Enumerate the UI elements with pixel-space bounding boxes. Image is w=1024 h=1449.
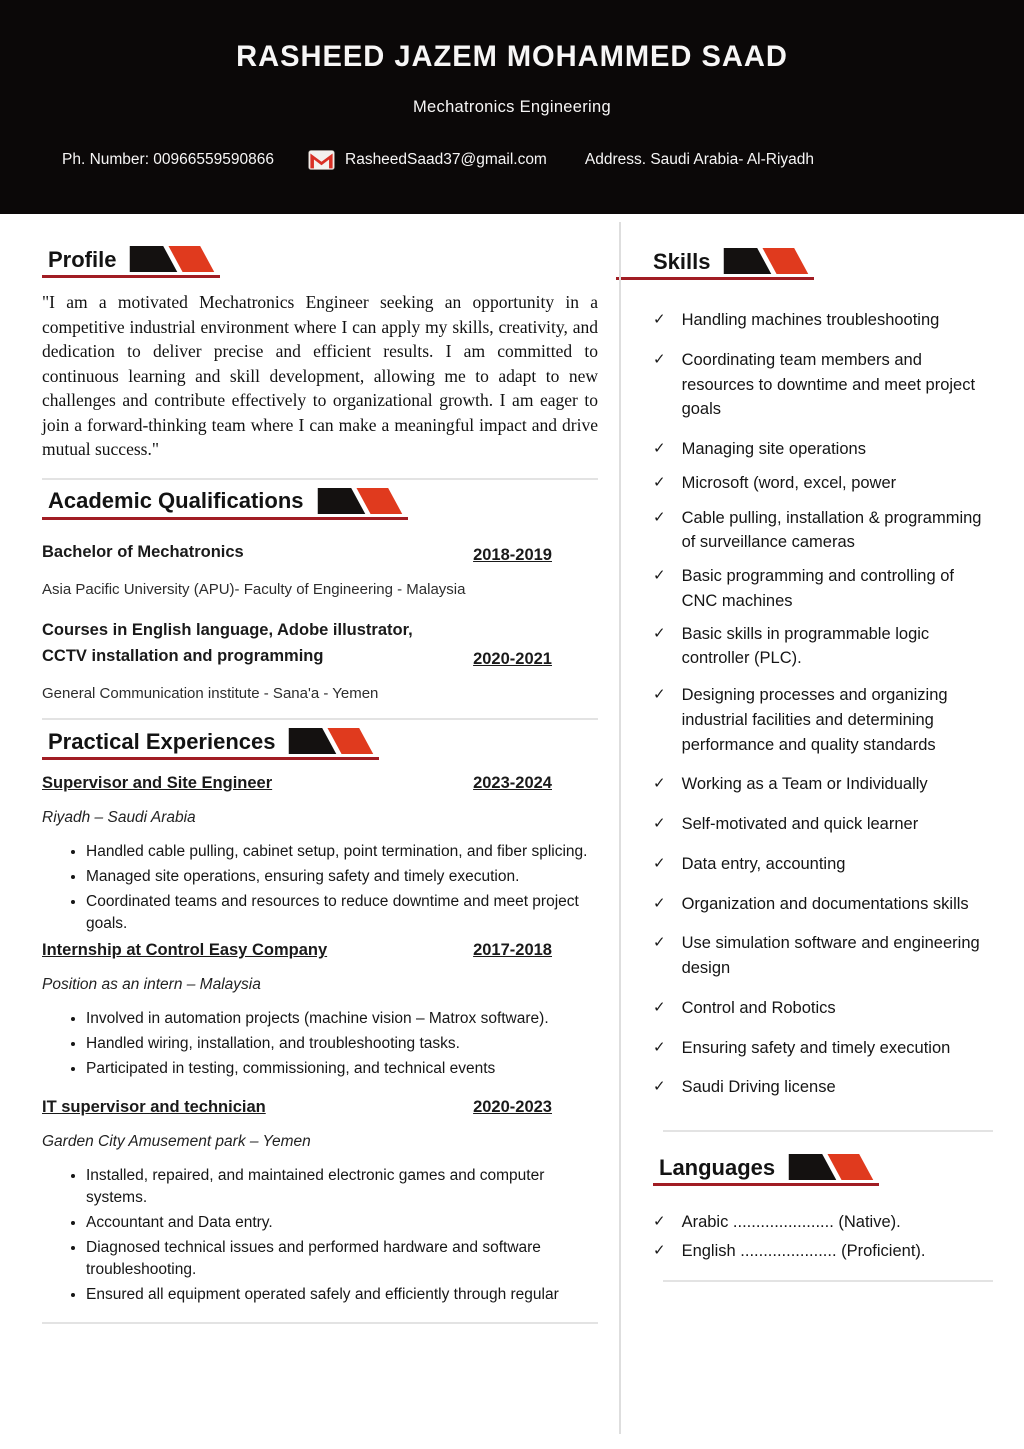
section-divider (663, 1280, 993, 1282)
profile-section-heading (42, 246, 220, 278)
skill-item (653, 772, 991, 797)
phone-number: Ph. Number: 00966559590866 (62, 151, 274, 168)
check-icon: ✓ (653, 815, 666, 832)
skill-item (653, 852, 991, 877)
check-icon: ✓ (653, 1241, 666, 1259)
languages-heading-label: Languages (659, 1154, 776, 1180)
job-location: Riyadh – Saudi Arabia (42, 809, 196, 827)
gmail-icon (308, 150, 335, 170)
section-flag-icon (287, 728, 375, 754)
skill-item (653, 1075, 991, 1100)
skill-label: Data entry, accounting (681, 854, 846, 873)
section-divider (42, 1322, 598, 1324)
skill-label: Designing processes and organizing industrial facilities and determining performance and quality standards (681, 686, 948, 754)
skills-section-heading (616, 248, 814, 280)
profile-paragraph: "I am a motivated Mechatronics Engineer seeking an opportunity in a competitive industrial environment where I can apply my skills, creativity, and dedication to deliver precise and efficient results. I am committed to continuous learning and skill development, allowing me to adapt to new challenges and contribute effectively to organizational growth. I am eager to join a forward-thinking team where I can make a meaningful impact and drive mutual success." (42, 292, 598, 459)
job-dates: 2017-2018 (473, 941, 552, 960)
email-group (308, 150, 547, 170)
skill-label: Basic programming and controlling of CNC machines (681, 567, 954, 610)
job-bullet: • Installed, repaired, and maintained electronic games and computer systems. (86, 1165, 598, 1209)
languages-section-heading (653, 1154, 879, 1186)
skill-item (653, 996, 991, 1021)
skill-label: Microsoft (word, excel, power (681, 473, 897, 492)
language-label: English ..................... (Proficient). (681, 1241, 926, 1260)
skill-label: Cable pulling, installation & programming of surveillance cameras (681, 508, 982, 552)
job-title: IT supervisor and technician (42, 1098, 266, 1117)
skill-label: Handling machines troubleshooting (681, 311, 940, 329)
skill-item (653, 892, 991, 917)
skill-label: Coordinating team members and resources to downtime and meet project goals (681, 350, 976, 419)
skill-item (653, 308, 991, 333)
academic-section-heading (42, 488, 408, 520)
section-divider (663, 1130, 993, 1132)
skill-label: Use simulation software and engineering design (681, 934, 980, 977)
section-flag-icon (722, 248, 810, 274)
institution-name: Asia Pacific University (APU)- Faculty of Engineering - Malaysia (42, 581, 466, 599)
check-icon: ✓ (653, 311, 666, 328)
job-location: Position as an intern – Malaysia (42, 976, 261, 994)
skill-label: Working as a Team or Individually (681, 775, 928, 794)
skill-item (653, 1036, 991, 1061)
check-icon: ✓ (653, 854, 666, 872)
language-item (653, 1210, 991, 1235)
left-column (42, 214, 598, 1324)
check-icon: ✓ (653, 624, 666, 642)
section-flag-icon (128, 246, 216, 272)
job-bullet: • Handled cable pulling, cabinet setup, point termination, and fiber splicing. (86, 841, 598, 863)
job-title: Internship at Control Easy Company (42, 941, 328, 960)
job-bullet-list (42, 841, 598, 935)
skills-heading-label: Skills (653, 248, 711, 274)
check-icon: ✓ (653, 686, 666, 703)
check-icon: ✓ (653, 1078, 666, 1096)
skill-label: Saudi Driving license (681, 1078, 836, 1097)
section-divider (42, 478, 598, 480)
section-flag-icon (787, 1154, 875, 1180)
skill-item (653, 683, 991, 757)
job-bullet: • Handled wiring, installation, and troubleshooting tasks. (86, 1033, 598, 1055)
body-content (0, 214, 1024, 1324)
skill-label: Self-motivated and quick learner (681, 815, 919, 833)
degree-title: Bachelor of Mechatronics (42, 542, 244, 561)
skill-item (653, 931, 991, 981)
candidate-name: RASHEED JAZEM MOHAMMED SAAD (236, 40, 788, 73)
check-icon: ✓ (653, 1038, 666, 1056)
profile-heading-label: Profile (48, 246, 117, 272)
email-address: RasheedSaad37@gmail.com (345, 151, 547, 168)
skill-item (653, 348, 991, 422)
academic-entry (42, 540, 598, 566)
address-text: Address. Saudi Arabia- Al-Riyadh (584, 151, 815, 168)
job-bullet: • Coordinated teams and resources to reduce downtime and meet project goals. (86, 891, 598, 935)
check-icon: ✓ (653, 440, 666, 457)
experience-section-heading (42, 728, 379, 760)
skill-label: Ensuring safety and timely execution (681, 1038, 951, 1057)
skill-label: Control and Robotics (681, 998, 836, 1017)
job-bullet-list (42, 1165, 598, 1306)
academic-entry (42, 618, 598, 669)
right-column (653, 214, 991, 1324)
check-icon: ✓ (653, 567, 666, 584)
languages-list (653, 1210, 991, 1264)
course-title: Courses in English language, Adobe illustrator, CCTV installation and programming (42, 621, 413, 665)
section-divider (42, 718, 598, 720)
section-flag-icon (316, 488, 404, 514)
check-icon: ✓ (653, 350, 666, 368)
experience-entry (42, 774, 598, 793)
skill-label: Basic skills in programmable logic controller (PLC). (681, 624, 930, 668)
check-icon: ✓ (653, 894, 666, 912)
skill-item (653, 622, 991, 672)
contact-row (0, 150, 1024, 170)
job-dates: 2023-2024 (473, 774, 552, 793)
column-divider (619, 222, 621, 1434)
job-bullet: • Participated in testing, commissioning, and technical events (86, 1058, 598, 1080)
header-banner (0, 0, 1024, 214)
job-bullet: • Managed site operations, ensuring safety and timely execution. (86, 866, 598, 888)
job-location: Garden City Amusement park – Yemen (42, 1133, 311, 1151)
job-bullet: • Ensured all equipment operated safely and efficiently through regular (86, 1284, 598, 1306)
job-title: Supervisor and Site Engineer (42, 774, 273, 793)
course-dates: 2020-2021 (473, 650, 552, 669)
skills-list (653, 308, 991, 1100)
job-bullet: • Involved in automation projects (machine vision – Matrox software). (86, 1008, 598, 1030)
language-item (653, 1239, 991, 1264)
academic-heading-label: Academic Qualifications (48, 488, 304, 514)
skill-item (653, 437, 991, 462)
job-bullet: • Accountant and Data entry. (86, 1212, 598, 1234)
skill-item (653, 506, 991, 556)
check-icon: ✓ (653, 998, 666, 1016)
job-bullet: • Diagnosed technical issues and performed hardware and software troubleshooting. (86, 1237, 598, 1281)
skill-label: Organization and documentations skills (681, 894, 969, 913)
check-icon: ✓ (653, 508, 666, 526)
skill-item (653, 471, 991, 496)
job-bullet-list (42, 1008, 598, 1080)
institution-name: General Communication institute - Sana'a - Yemen (42, 685, 379, 703)
job-dates: 2020-2023 (473, 1098, 552, 1117)
skill-item (653, 812, 991, 837)
check-icon: ✓ (653, 775, 666, 793)
language-label: Arabic ...................... (Native). (681, 1213, 901, 1231)
check-icon: ✓ (653, 934, 666, 952)
check-icon: ✓ (653, 473, 666, 491)
skill-label: Managing site operations (681, 440, 866, 458)
experience-entry (42, 941, 598, 960)
experience-entry (42, 1098, 598, 1117)
experience-heading-label: Practical Experiences (48, 729, 276, 754)
check-icon: ✓ (653, 1213, 666, 1230)
candidate-title: Mechatronics Engineering (413, 98, 611, 116)
skill-item (653, 564, 991, 614)
degree-dates: 2018-2019 (473, 546, 552, 565)
